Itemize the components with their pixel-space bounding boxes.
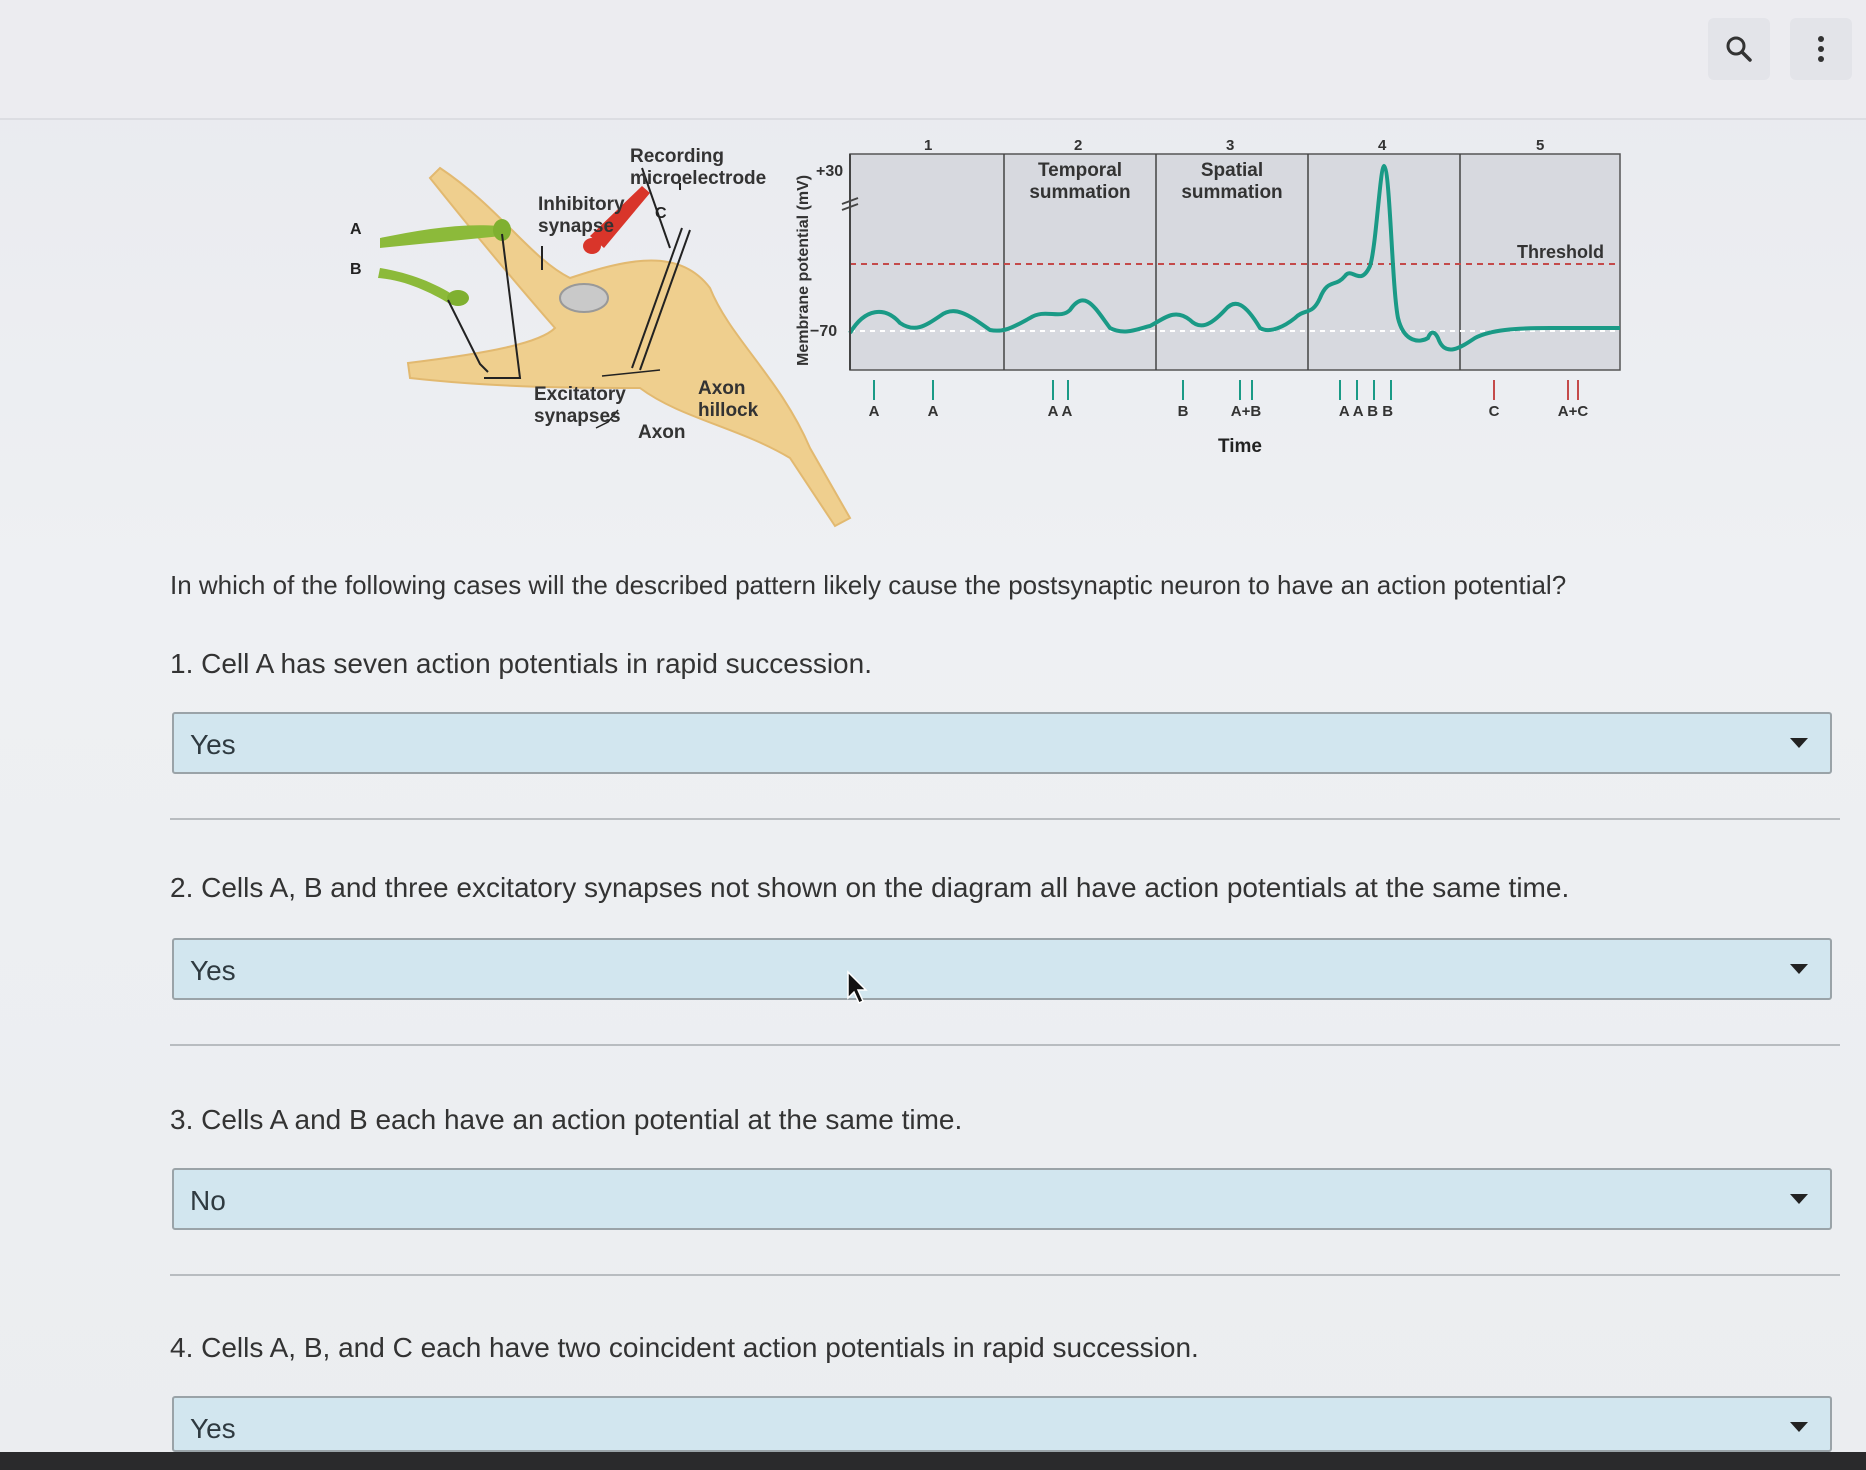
selected-value: Yes [190,955,236,986]
temporal-summation-title: Temporal summation [1029,160,1131,203]
excitatory-synapses-label: Excitatory synapses [534,384,626,427]
mouse-pointer-icon [846,970,870,1006]
stimulus-label: A A B B [1338,403,1394,420]
stimulus-arrows [874,380,1391,400]
answer-select-4[interactable] [172,1396,1832,1452]
panel-number: 1 [924,137,933,154]
panel-number: 3 [1226,137,1235,154]
cell-b-label: B [350,261,362,278]
membrane-potential-graph [795,137,1620,457]
inhibitory-synapse-label: Inhibitory synapse [538,194,625,237]
neuron-illustration [350,146,850,526]
axon-hillock-label: Axon hillock [698,378,759,421]
selected-value: Yes [190,729,236,760]
stimulus-label: A [927,403,939,420]
top-bar [0,0,1866,120]
panel-number: 5 [1536,137,1545,154]
summation-figure [350,137,1640,558]
y-tick-rest: −70 [810,323,838,340]
question-item-1: 1. Cell A has seven action potentials in rapid succession. [170,648,872,679]
question-prompt: In which of the following cases will the described pattern likely cause the postsynaptic neuron to have an action potential? [170,570,1567,600]
stimulus-label: C [1488,403,1500,420]
divider [170,1274,1840,1276]
stimulus-label: A+B [1230,403,1262,420]
caret-down-icon [1790,1422,1808,1432]
answer-select-1[interactable] [172,712,1832,774]
search-button[interactable] [1708,18,1770,80]
y-tick-top: +30 [816,163,844,180]
question-item-2: 2. Cells A, B and three excitatory synapses not shown on the diagram all have action potentials at the same time. [170,872,1570,903]
more-options-button[interactable] [1790,18,1852,80]
panel-number: 4 [1378,137,1387,154]
answer-select-3[interactable] [172,1168,1832,1230]
stimulus-labels [869,403,1589,420]
spatial-summation-title: Spatial summation [1181,160,1283,203]
y-axis-label: Membrane potential (mV) [795,174,812,366]
search-icon [1724,34,1754,64]
caret-down-icon [1790,964,1808,974]
stimulus-label: A [868,403,880,420]
stimulus-label: A A [1047,403,1073,420]
question-item-4: 4. Cells A, B, and C each have two coincident action potentials in rapid succession. [170,1332,1199,1363]
axon-label: Axon [638,422,686,443]
recording-microelectrode-label: Recording microelectrode [630,146,767,189]
more-vertical-icon [1815,34,1827,64]
cell-a-label: A [350,221,362,238]
stimulus-label: B [1177,403,1189,420]
selected-value: No [190,1185,226,1216]
caret-down-icon [1790,1194,1808,1204]
selected-value: Yes [190,1413,236,1444]
threshold-label: Threshold [1517,242,1605,262]
panel-number: 2 [1074,137,1083,154]
cell-c-label: C [655,205,667,222]
answer-select-2[interactable] [172,938,1832,1000]
screen-bezel [0,1452,1866,1470]
divider [170,1044,1840,1046]
stimulus-label: A+C [1557,403,1589,420]
divider [170,818,1840,820]
x-axis-label: Time [1217,436,1263,457]
question-item-3: 3. Cells A and B each have an action potential at the same time. [170,1104,963,1135]
caret-down-icon [1790,738,1808,748]
